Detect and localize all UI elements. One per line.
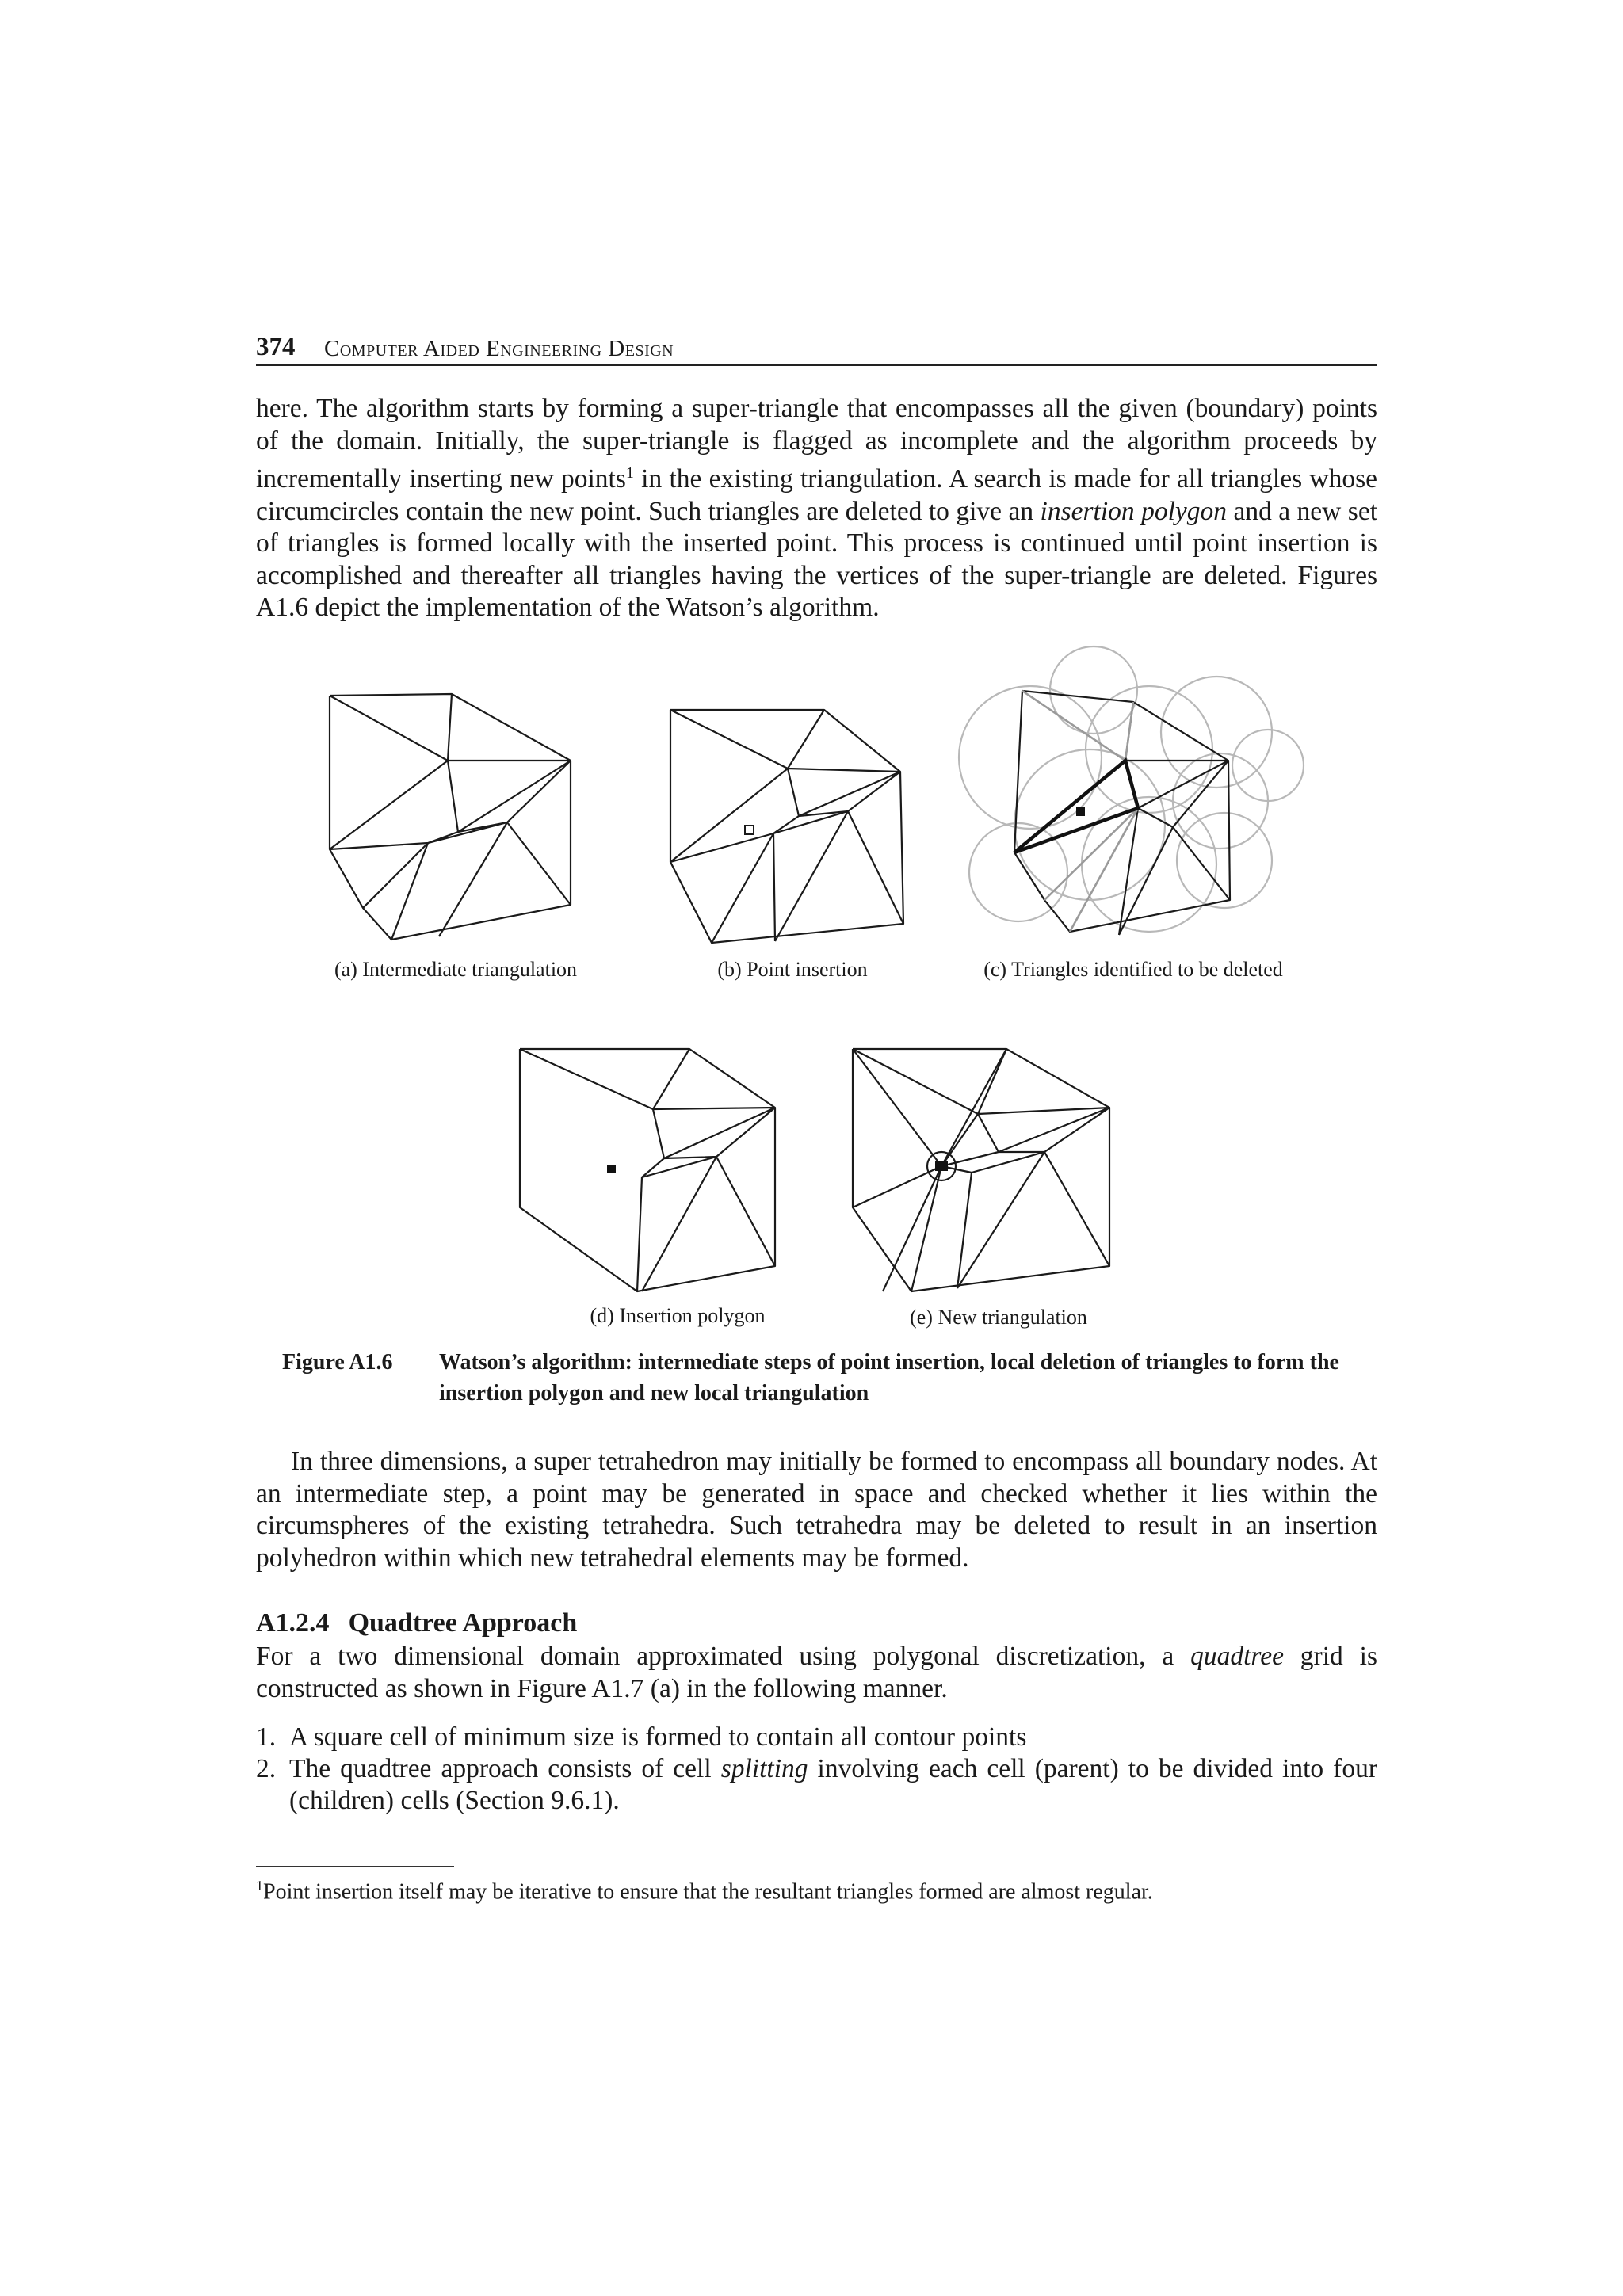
- section-title: Quadtree Approach: [348, 1608, 578, 1638]
- footnote-rule: [256, 1866, 454, 1867]
- list-item: 2. The quadtree approach consists of cell splitting involving each cell (parent) to be divided into four (children) cells (Section 9.6.1).: [256, 1754, 1377, 1815]
- intro-paragraph-block: [256, 393, 1377, 624]
- section-heading: [256, 1608, 577, 1638]
- footnote-text: Point insertion itself may be iterative to ensure that the resultant triangles formed are almost regular.: [263, 1879, 1153, 1905]
- section-number: A1.2.4: [256, 1608, 330, 1638]
- list-item: 1. A square cell of minimum size is formed to contain all contour points: [256, 1722, 1027, 1752]
- subcaption-c: (c) Triangles identified to be deleted: [983, 958, 1283, 981]
- running-header: [256, 328, 1377, 366]
- footnote-mark: 1: [256, 1878, 263, 1894]
- figure-e-new-triangulation: [840, 1030, 1125, 1299]
- figure-b-point-insertion: [658, 689, 919, 959]
- inserted-point-marker: [935, 1161, 948, 1171]
- footnote: [256, 1878, 1377, 1905]
- figure-caption-text: Watson’s algorithm: intermediate steps of point insertion, local deletion of triangles to form the insertion polygon and new local triangulation: [439, 1350, 1339, 1405]
- subcaption-d: (d) Insertion polygon: [590, 1304, 766, 1327]
- figure-a-intermediate-triangulation: [317, 681, 586, 959]
- page-number: 374: [256, 333, 296, 361]
- figure-d-insertion-polygon: [507, 1030, 785, 1299]
- three-d-paragraph-block: [256, 1446, 1377, 1574]
- inserted-point-marker: [1076, 807, 1085, 816]
- figure-c-triangles-to-delete: [951, 662, 1308, 955]
- inserted-point-marker: [745, 826, 754, 834]
- subcaption-a: (a) Intermediate triangulation: [334, 958, 578, 981]
- inserted-point-marker: [607, 1165, 616, 1173]
- quadtree-paragraph-block: [256, 1641, 1377, 1705]
- quadtree-paragraph: For a two dimensional domain approximated using polygonal discretization, a quadtree grid is constructed as shown in Figure A1.7 (a) in the following manner.: [256, 1642, 1377, 1703]
- footnote-marker[interactable]: 1: [625, 464, 634, 482]
- figure-label: Figure A1.6: [282, 1350, 393, 1375]
- running-title: Computer Aided Engineering Design: [324, 336, 674, 361]
- subcaption-b: (b) Point insertion: [717, 958, 868, 981]
- three-d-paragraph: In three dimensions, a super tetrahedron may initially be formed to encompass all boundary nodes. At an intermediate step, a point may be generated in space and checked whether it lies within the circumspheres of the existing tetrahedra. Such tetrahedra may be deleted to result in an insertion polyhedron within which new tetrahedral elements may be formed.: [256, 1447, 1377, 1573]
- intro-paragraph: here. The algorithm starts by forming a super-triangle that encompasses all the given (boundary) points of the domain. Initially, the super-triangle is flagged as incomplete and the algorithm proceeds by incrementally inserting new points$^1$ in the existing triangulation. A search is made for all triangles whose circumcircles contain the new point. Such triangles are deleted to give an insertion polygon and a new set of triangles is formed locally with the inserted point. This process is continued until point insertion is accomplished and thereafter all triangles having the vertices of the super-triangle are deleted. Figures A1.6 depict the implementation of the Watson’s algorithm.: [256, 394, 1378, 623]
- subcaption-e: (e) New triangulation: [910, 1306, 1087, 1329]
